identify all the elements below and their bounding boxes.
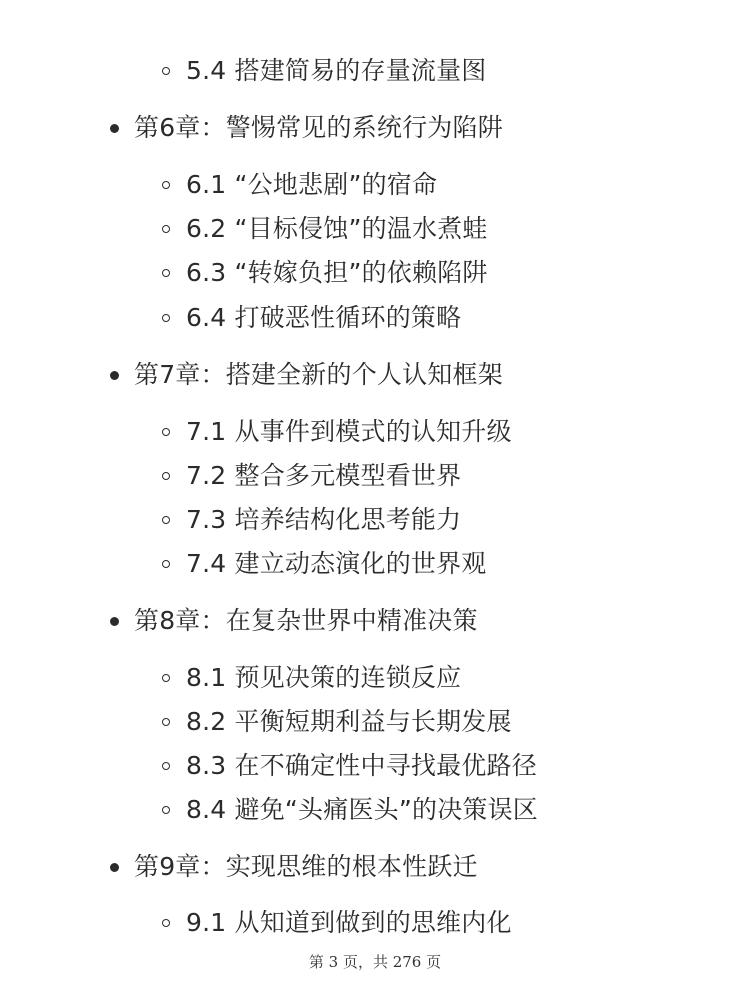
toc-section-7-3 — [162, 503, 461, 537]
disc-bullet-icon — [110, 617, 119, 626]
circle-bullet-icon — [162, 806, 170, 814]
circle-bullet-icon — [162, 516, 170, 524]
toc-section-6-2 — [162, 212, 488, 246]
circle-bullet-icon — [162, 718, 170, 726]
circle-bullet-icon — [162, 472, 170, 480]
toc-item-text: 5.4 搭建简易的存量流量图 — [186, 56, 487, 85]
toc-section-8-4 — [162, 793, 538, 827]
circle-bullet-icon — [162, 428, 170, 436]
toc-item-text: 第6章：警惕常见的系统行为陷阱 — [134, 113, 503, 142]
circle-bullet-icon — [162, 919, 170, 927]
toc-section-6-1 — [162, 168, 437, 202]
toc-chapter-7 — [110, 358, 503, 392]
toc-section-9-1 — [162, 906, 512, 940]
toc-section-7-2 — [162, 459, 461, 493]
circle-bullet-icon — [162, 560, 170, 568]
toc-section-7-1 — [162, 415, 512, 449]
toc-item-text: 7.1 从事件到模式的认知升级 — [186, 417, 512, 446]
toc-item-text: 6.4 打破恶性循环的策略 — [186, 303, 462, 332]
circle-bullet-icon — [162, 314, 170, 322]
toc-item-text: 8.3 在不确定性中寻找最优路径 — [186, 751, 537, 780]
toc-section-6-4 — [162, 301, 461, 335]
toc-item-text: 6.2 “目标侵蚀”的温水煮蛙 — [186, 214, 488, 243]
toc-chapter-6 — [110, 111, 503, 145]
toc-item-text: 第7章：搭建全新的个人认知框架 — [134, 360, 503, 389]
circle-bullet-icon — [162, 269, 170, 277]
toc-item-text: 8.4 避免“头痛医头”的决策误区 — [186, 795, 539, 824]
toc-chapter-8 — [110, 604, 478, 638]
toc-item-text: 8.2 平衡短期利益与长期发展 — [186, 707, 512, 736]
toc-item-text: 9.1 从知道到做到的思维内化 — [186, 908, 512, 937]
toc-section-6-3 — [162, 256, 488, 290]
circle-bullet-icon — [162, 181, 170, 189]
circle-bullet-icon — [162, 762, 170, 770]
toc-item-text: 8.1 预见决策的连锁反应 — [186, 663, 462, 692]
toc-section-8-2 — [162, 705, 512, 739]
toc-item-text: 7.2 整合多元模型看世界 — [186, 461, 462, 490]
toc-section-7-4 — [162, 547, 487, 581]
disc-bullet-icon — [110, 371, 119, 380]
toc-item-text: 7.4 建立动态演化的世界观 — [186, 549, 487, 578]
toc-section-8-1 — [162, 661, 461, 695]
toc-item-text: 6.3 “转嫁负担”的依赖陷阱 — [186, 258, 488, 287]
toc-section-5-4 — [162, 54, 487, 88]
toc-section-8-3 — [162, 749, 537, 783]
toc-chapter-9 — [110, 850, 478, 884]
disc-bullet-icon — [110, 124, 119, 133]
toc-item-text: 第9章：实现思维的根本性跃迁 — [134, 852, 478, 881]
toc-item-text: 7.3 培养结构化思考能力 — [186, 505, 462, 534]
circle-bullet-icon — [162, 225, 170, 233]
toc-item-text: 6.1 “公地悲剧”的宿命 — [186, 170, 438, 199]
circle-bullet-icon — [162, 67, 170, 75]
circle-bullet-icon — [162, 674, 170, 682]
disc-bullet-icon — [110, 863, 119, 872]
toc-item-text: 第8章：在复杂世界中精准决策 — [134, 606, 478, 635]
page-number-footer: 第 3 页，共 276 页 — [308, 953, 442, 971]
